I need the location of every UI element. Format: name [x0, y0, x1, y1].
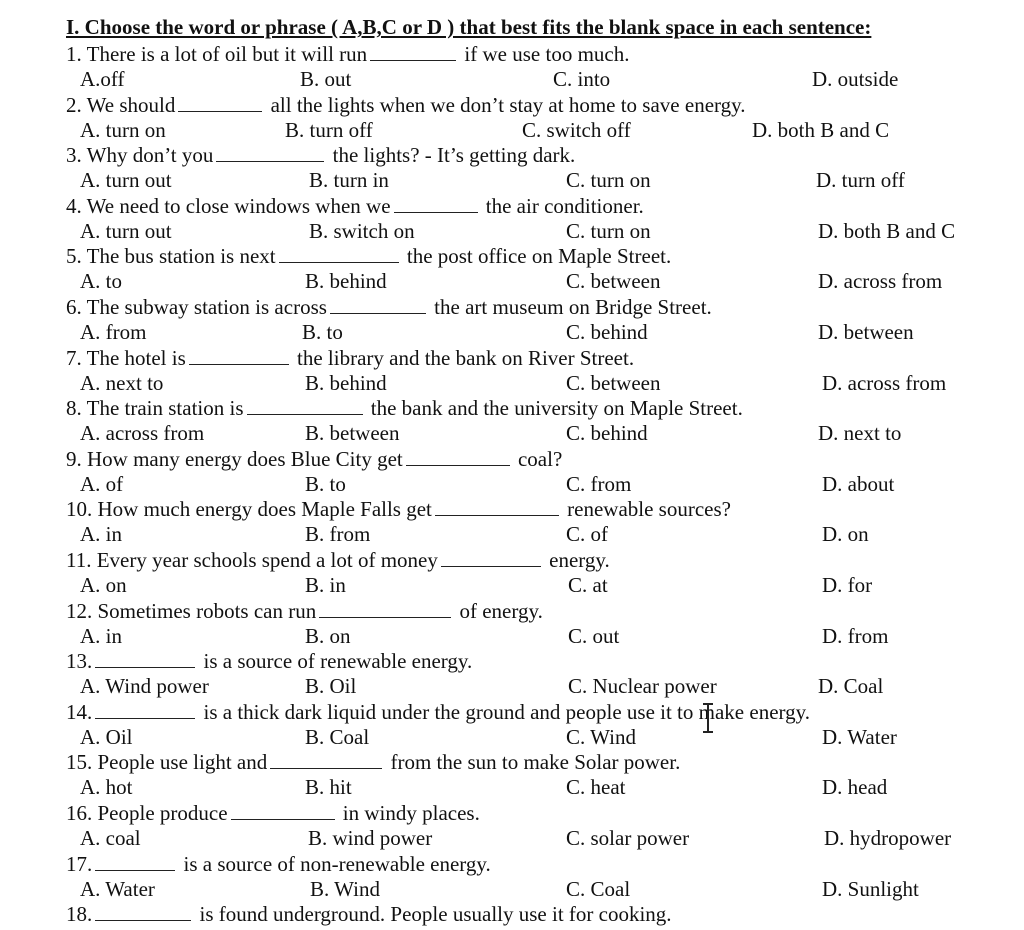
question-2: [66, 93, 746, 117]
question-text-end: from the sun to make Solar power.: [385, 750, 681, 775]
answer-blank: [95, 701, 195, 719]
question-text-end: is a thick dark liquid under the ground and people use it to make energy.: [198, 699, 811, 724]
question-16: [66, 801, 480, 825]
answer-blank: [247, 397, 363, 415]
option-c: C. switch off: [522, 117, 631, 142]
question-text-start: 14.: [66, 699, 93, 724]
option-c: C. solar power: [566, 826, 690, 850]
answer-blank: [330, 296, 426, 314]
option-c: C. out: [568, 623, 620, 648]
option-a: A. hot: [80, 775, 133, 800]
answer-blank: [189, 347, 289, 365]
option-b: B. turn off: [285, 117, 373, 142]
option-d: D. from: [822, 623, 889, 648]
option-b: B. Oil: [305, 674, 357, 699]
option-c: C. Coal: [566, 876, 631, 901]
question-text-end: the library and the bank on River Street.: [291, 345, 635, 370]
option-a: A. turn out: [80, 218, 172, 243]
question-text-start: 17.: [66, 851, 93, 876]
question-text-start: 5. The bus station is next: [66, 244, 276, 269]
question-text-start: 16. People produce: [66, 801, 228, 825]
option-d: D. about: [822, 471, 895, 496]
question-12: [66, 599, 543, 623]
question-text-start: 13.: [66, 649, 93, 674]
question-6: [66, 295, 712, 319]
question-15: [66, 750, 680, 774]
question-text-start: 11. Every year schools spend a lot of money: [66, 548, 438, 572]
answer-blank: [95, 903, 191, 921]
option-d: D. Water: [822, 724, 897, 749]
question-text-end: energy.: [543, 548, 610, 572]
option-c: C. turn on: [566, 218, 651, 243]
option-b: B. behind: [305, 269, 387, 294]
option-d: D. on: [822, 522, 869, 547]
option-c: C. at: [568, 573, 608, 597]
question-text-end: all the lights when we don’t stay at home to save energy.: [265, 92, 746, 117]
option-a: A.off: [80, 67, 125, 91]
option-c: C. between: [566, 269, 661, 294]
option-b: B. turn in: [309, 168, 389, 193]
question-text-end: the post office on Maple Street.: [401, 244, 672, 269]
question-text-start: 3. Why don’t you: [66, 143, 214, 168]
option-b: B. on: [305, 623, 351, 648]
option-b: B. Wind: [310, 876, 380, 901]
option-c: C. into: [553, 67, 611, 91]
option-a: A. from: [80, 320, 147, 344]
question-4: [66, 194, 644, 218]
question-text-start: 1. There is a lot of oil but it will run: [66, 42, 368, 66]
question-7: [66, 346, 634, 370]
option-c: C. between: [566, 370, 661, 395]
question-text-start: 12. Sometimes robots can run: [66, 598, 317, 623]
option-d: D. Sunlight: [822, 876, 919, 901]
answer-blank: [394, 195, 478, 213]
answer-blank: [441, 549, 541, 567]
question-text-end: in windy places.: [337, 801, 480, 825]
option-b: B. hit: [305, 775, 352, 800]
question-text-end: the art museum on Bridge Street.: [428, 295, 712, 319]
option-c: C. of: [566, 522, 608, 547]
option-c: C. behind: [566, 320, 648, 344]
answer-blank: [95, 650, 195, 668]
option-a: A. coal: [80, 826, 141, 850]
option-a: A. on: [80, 573, 127, 597]
option-a: A. in: [80, 522, 122, 547]
option-b: B. between: [305, 421, 400, 446]
question-10: [66, 497, 731, 521]
option-a: A. of: [80, 471, 124, 496]
answer-blank: [231, 802, 335, 820]
option-d: D. both B and C: [752, 117, 890, 142]
question-text-start: 10. How much energy does Maple Falls get: [66, 497, 432, 522]
question-text-end: the air conditioner.: [480, 193, 644, 218]
option-b: B. to: [302, 320, 343, 344]
option-b: B. out: [300, 67, 352, 91]
option-d: D. turn off: [816, 168, 905, 193]
option-a: A. to: [80, 269, 122, 294]
question-text-end: of energy.: [454, 598, 543, 623]
option-a: A. Wind power: [80, 674, 209, 699]
answer-blank: [178, 94, 262, 112]
option-b: B. to: [305, 471, 346, 496]
option-b: B. in: [305, 573, 346, 597]
option-d: D. across from: [818, 269, 943, 294]
question-5: [66, 244, 671, 268]
question-text-end: the bank and the university on Maple Street.: [365, 396, 743, 421]
option-d: D. hydropower: [824, 826, 952, 850]
question-1: [66, 42, 629, 66]
question-13: [66, 649, 472, 673]
question-17: [66, 852, 491, 876]
question-text-start: 7. The hotel is: [66, 345, 186, 370]
question-text-start: 4. We need to close windows when we: [66, 193, 391, 218]
question-text-start: 6. The subway station is across: [66, 295, 327, 319]
question-text-start: 8. The train station is: [66, 396, 244, 421]
question-14: [66, 700, 810, 724]
option-c: C. heat: [566, 775, 626, 800]
option-d: D. head: [822, 775, 888, 800]
answer-blank: [370, 43, 456, 61]
question-text-end: if we use too much.: [459, 42, 630, 66]
question-18: [66, 902, 672, 926]
option-a: A. in: [80, 623, 122, 648]
option-d: D. next to: [818, 421, 902, 446]
option-d: D. both B and C: [818, 218, 956, 243]
question-text-start: 9. How many energy does Blue City get: [66, 446, 403, 471]
answer-blank: [216, 144, 324, 162]
answer-blank: [406, 448, 510, 466]
option-a: A. next to: [80, 370, 164, 395]
question-9: [66, 447, 562, 471]
option-b: B. from: [305, 522, 371, 547]
answer-blank: [319, 600, 451, 618]
section-heading: I. Choose the word or phrase ( A,B,C or D ) that best fits the blank space in each sentence:: [66, 15, 872, 39]
option-a: A. across from: [80, 421, 205, 446]
answer-blank: [435, 498, 559, 516]
question-text-end: is found underground. People usually use it for cooking.: [194, 902, 672, 927]
question-3: [66, 143, 575, 167]
option-a: A. turn on: [80, 117, 166, 142]
option-c: C. Wind: [566, 724, 636, 749]
option-d: D. for: [822, 573, 873, 597]
option-d: D. between: [818, 320, 914, 344]
option-a: A. turn out: [80, 168, 172, 193]
option-b: B. switch on: [309, 218, 415, 243]
option-d: D. across from: [822, 370, 947, 395]
question-text-end: renewable sources?: [561, 497, 731, 522]
question-text-end: the lights? - It’s getting dark.: [327, 143, 576, 168]
question-text-start: 2. We should: [66, 92, 176, 117]
option-a: A. Oil: [80, 724, 133, 749]
option-c: C. behind: [566, 421, 648, 446]
option-b: B. wind power: [308, 826, 433, 850]
question-11: [66, 548, 610, 572]
option-c: C. Nuclear power: [568, 674, 717, 699]
answer-blank: [95, 853, 175, 871]
question-text-start: 15. People use light and: [66, 750, 268, 775]
question-text-end: coal?: [512, 446, 563, 471]
question-text-end: is a source of non-renewable energy.: [178, 851, 491, 876]
answer-blank: [270, 751, 382, 769]
question-text-start: 18.: [66, 902, 93, 927]
text-cursor-icon: [702, 703, 714, 733]
question-8: [66, 396, 743, 420]
option-d: D. outside: [812, 67, 899, 91]
option-d: D. Coal: [818, 674, 884, 699]
option-a: A. Water: [80, 876, 155, 901]
option-c: C. turn on: [566, 168, 651, 193]
option-b: B. behind: [305, 370, 387, 395]
option-c: C. from: [566, 471, 632, 496]
answer-blank: [279, 245, 399, 263]
option-b: B. Coal: [305, 724, 370, 749]
question-text-end: is a source of renewable energy.: [198, 649, 473, 674]
